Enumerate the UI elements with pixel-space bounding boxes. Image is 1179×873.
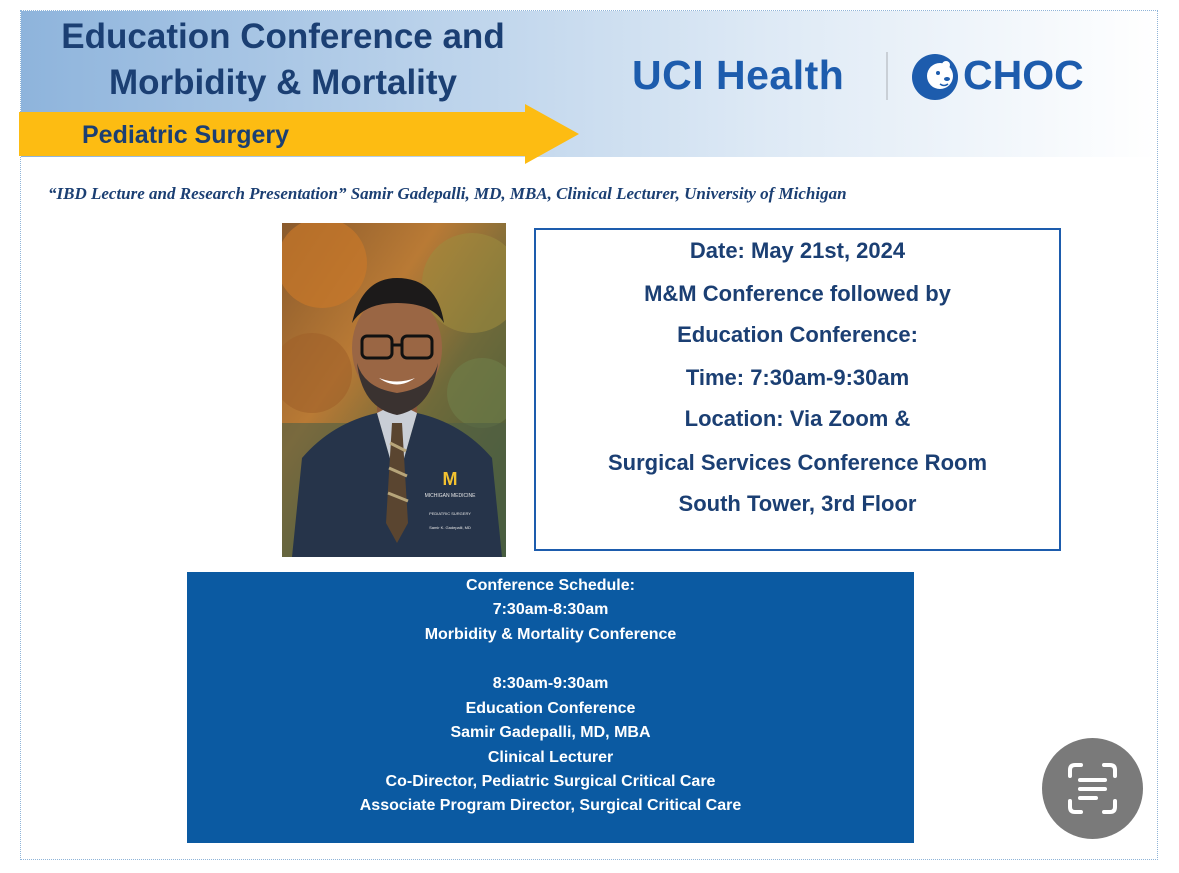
slot1-time: 7:30am-8:30am: [492, 601, 609, 618]
event-time: Time: 7:30am-9:30am: [685, 365, 910, 390]
conference-schedule-box: [187, 572, 914, 843]
jacket-text-1: MICHIGAN MEDICINE: [424, 493, 476, 499]
lecture-subtitle: “IBD Lecture and Research Presentation” Samir Gadepalli, MD, MBA, Clinical Lecturer, University of Michigan: [48, 184, 847, 203]
event-date: Date: May 21st, 2024: [689, 238, 906, 263]
jacket-text-3: Samir K. Gadepalli, MD: [429, 525, 471, 530]
flyer-title: [28, 14, 538, 106]
schedule-header: Conference Schedule:: [466, 577, 635, 594]
speaker-name: Samir Gadepalli, MD, MBA: [450, 724, 651, 741]
title-line-1: Education Conference and: [61, 17, 505, 56]
speaker-photo: [282, 223, 506, 557]
jacket-m-logo: M: [442, 469, 458, 489]
event-description-line-2: Education Conference:: [677, 322, 918, 347]
choc-bear-logo-icon: [910, 52, 960, 102]
event-description-line-1: M&M Conference followed by: [644, 281, 951, 306]
live-text-scan-icon: [1042, 738, 1143, 839]
slot2-title: Education Conference: [465, 700, 636, 717]
speaker-portrait-illustration: [282, 223, 506, 557]
department-label: Pediatric Surgery: [82, 121, 290, 149]
event-room: Surgical Services Conference Room: [607, 450, 988, 475]
event-location: Location: Via Zoom &: [684, 406, 911, 431]
slot1-title: Morbidity & Mortality Conference: [424, 626, 677, 643]
jacket-text-2: PEDIATRIC SURGERY: [429, 511, 471, 516]
choc-logo-text: CHOC: [963, 52, 1084, 98]
live-text-scan-button[interactable]: [1042, 738, 1143, 839]
uci-health-logo: UCI Health: [632, 52, 845, 98]
speaker-role-3: Associate Program Director, Surgical Critical Care: [359, 797, 742, 814]
slot2-time: 8:30am-9:30am: [492, 675, 609, 692]
event-floor: South Tower, 3rd Floor: [678, 491, 917, 516]
event-details-box: [534, 228, 1061, 551]
logo-divider: [886, 52, 888, 100]
title-line-2: Morbidity & Mortality: [108, 63, 458, 102]
speaker-role-1: Clinical Lecturer: [487, 749, 614, 766]
speaker-role-2: Co-Director, Pediatric Surgical Critical Care: [385, 773, 716, 790]
